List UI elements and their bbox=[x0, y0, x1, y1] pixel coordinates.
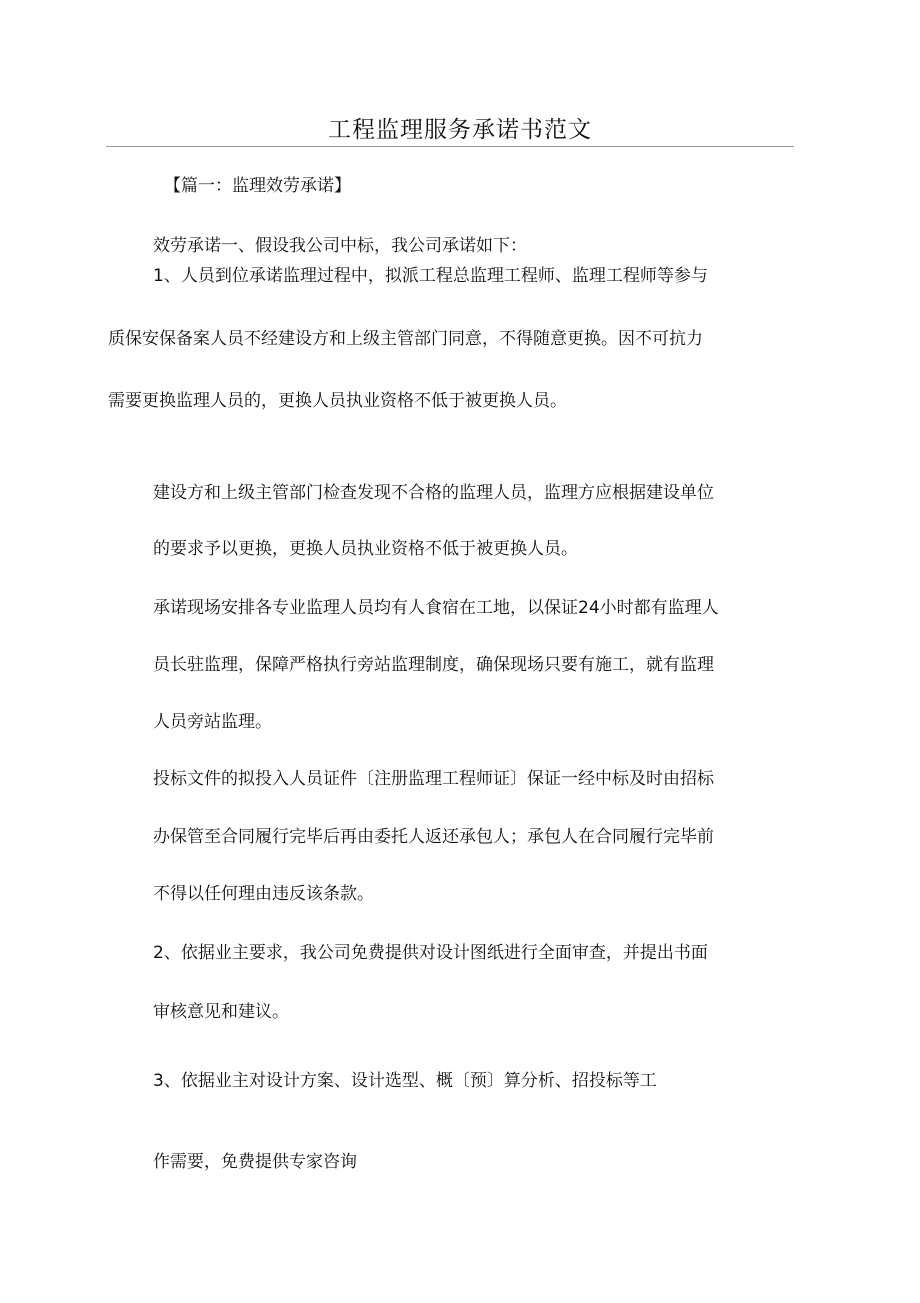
paragraph-line: 的要求予以更换，更换人员执业资格不低于被更换人员。 bbox=[153, 539, 578, 559]
paragraph-line: 3、依据业主对设计方案、设计选型、概〔预〕算分析、招投标等工 bbox=[153, 1071, 657, 1091]
paragraph-line: 作需要，免费提供专家咨询 bbox=[153, 1152, 357, 1172]
paragraph-line: 员长驻监理，保障严格执行旁站监理制度，确保现场只要有施工，就有监理 bbox=[153, 655, 714, 675]
paragraph-line: 需要更换监理人员的，更换人员执业资格不低于被更换人员。 bbox=[108, 391, 567, 411]
title-underline bbox=[106, 146, 794, 147]
paragraph-line: 效劳承诺一、假设我公司中标，我公司承诺如下： bbox=[153, 236, 527, 256]
paragraph-line: 投标文件的拟投入人员证件〔注册监理工程师证〕保证一经中标及时由招标 bbox=[153, 769, 714, 789]
paragraph-line: 承诺现场安排各专业监理人员均有人食宿在工地，以保证24小时都有监理人 bbox=[153, 598, 719, 618]
paragraph-line: 建设方和上级主管部门检查发现不合格的监理人员，监理方应根据建设单位 bbox=[153, 483, 714, 503]
paragraph-line: 不得以任何理由违反该条款。 bbox=[153, 884, 374, 904]
paragraph-line: 审核意见和建议。 bbox=[153, 1002, 289, 1022]
section-heading: 【篇一：监理效劳承诺】 bbox=[164, 176, 351, 196]
paragraph-line: 办保管至合同履行完毕后再由委托人返还承包人；承包人在合同履行完毕前 bbox=[153, 827, 714, 847]
paragraph-line: 人员旁站监理。 bbox=[153, 712, 272, 732]
paragraph-line: 1、人员到位承诺监理过程中，拟派工程总监理工程师、监理工程师等参与 bbox=[153, 266, 708, 286]
paragraph-line: 质保安保备案人员不经建设方和上级主管部门同意，不得随意更换。因不可抗力 bbox=[108, 329, 703, 349]
paragraph-line: 2、依据业主要求，我公司免费提供对设计图纸进行全面审查，并提出书面 bbox=[153, 943, 708, 963]
document-title: 工程监理服务承诺书范文 bbox=[328, 117, 592, 143]
